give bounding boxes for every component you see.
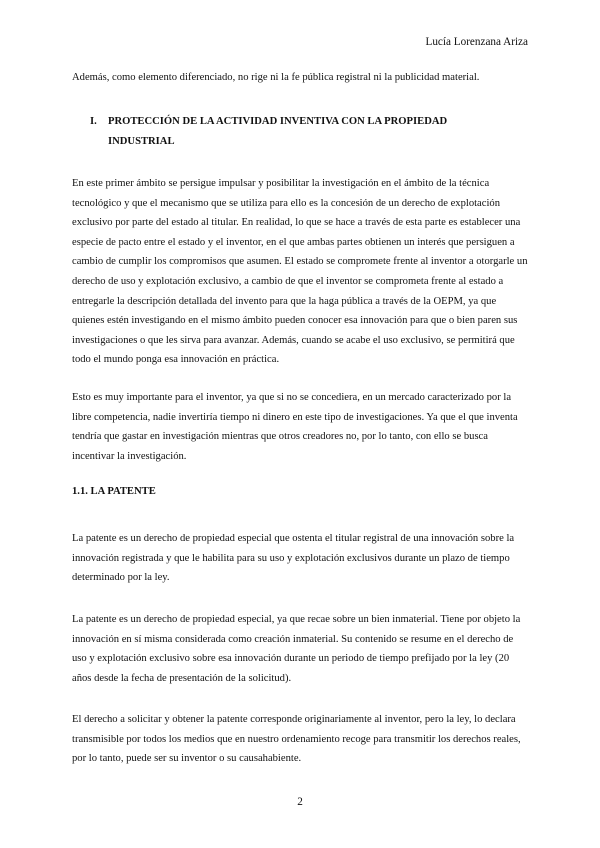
subsection-heading: 1.1. LA PATENTE bbox=[72, 486, 156, 497]
section-number: I. bbox=[90, 116, 97, 127]
section-title: PROTECCIÓN DE LA ACTIVIDAD INVENTIVA CON LA PROPIEDAD INDUSTRIAL bbox=[108, 116, 448, 147]
paragraph: La patente es un derecho de propiedad especial, ya que recae sobre un bien inmaterial. Tiene por objeto la innovación en sí misma considerada como creación inmaterial. Su contenido se resume en el derecho de uso y explotación exclusivo sobre esa innovación durante un periodo de tiempo prefijado por la ley (20 años desde la fecha de presentación de la solicitud). bbox=[72, 614, 521, 684]
paragraph: Esto es muy importante para el inventor, ya que si no se concediera, en un mercado caracterizado por la libre competencia, nadie invertiría tiempo ni dinero en este tipo de investigaciones. Ya que el que inventa tendría que gastar en investigación mientras que otros creadores no, por lo tanto, con ello se busca incentivar la investigación. bbox=[72, 392, 518, 462]
paragraph: El derecho a solicitar y obtener la patente corresponde originariamente al inventor, pero la ley, lo declara transmisible por todos los medios que en nuestro ordenamiento recoge para transmitir los derechos reales, por lo tanto, puede ser su inventor o su causahabiente. bbox=[72, 714, 521, 765]
page-header-author: Lucía Lorenzana Ariza bbox=[425, 36, 528, 48]
page-number: 2 bbox=[297, 796, 303, 808]
intro-paragraph: Además, como elemento diferenciado, no rige ni la fe pública registral ni la publicidad material. bbox=[72, 72, 480, 83]
paragraph: La patente es un derecho de propiedad especial que ostenta el titular registral de una innovación sobre la innovación registrada y que le habilita para su uso y explotación exclusivos durante un plazo de tiempo determinado por la ley. bbox=[72, 533, 515, 584]
paragraph: En este primer ámbito se persigue impulsar y posibilitar la investigación en el ámbito de la técnica tecnológico y que el mecanismo que se utiliza para ello es la concesión de un derecho de explotación exclusivo por parte del estado al titular. En realidad, lo que se hace a través de esta parte es establecer una especie de pacto entre el estado y el inventor, en el que ambas partes obtienen un interés que persiguen a cambio de cumplir los compromisos que asumen. El estado se compromete frente al inventor a otorgarle un derecho de uso y explotación exclusivo, a cambio de que el inventor se comprometa frente al estado a entregarle la descripción detallada del invento para que la haga pública a través de la OEPM, ya que quienes estén investigando en el mismo ámbito pueden conocer esa innovación para que o bien paren sus investigaciones o que les sirva para avanzar. Además, cuando se acabe el uso exclusivo, se permitirá que todo el mundo ponga esa innovación en práctica. bbox=[72, 178, 528, 366]
